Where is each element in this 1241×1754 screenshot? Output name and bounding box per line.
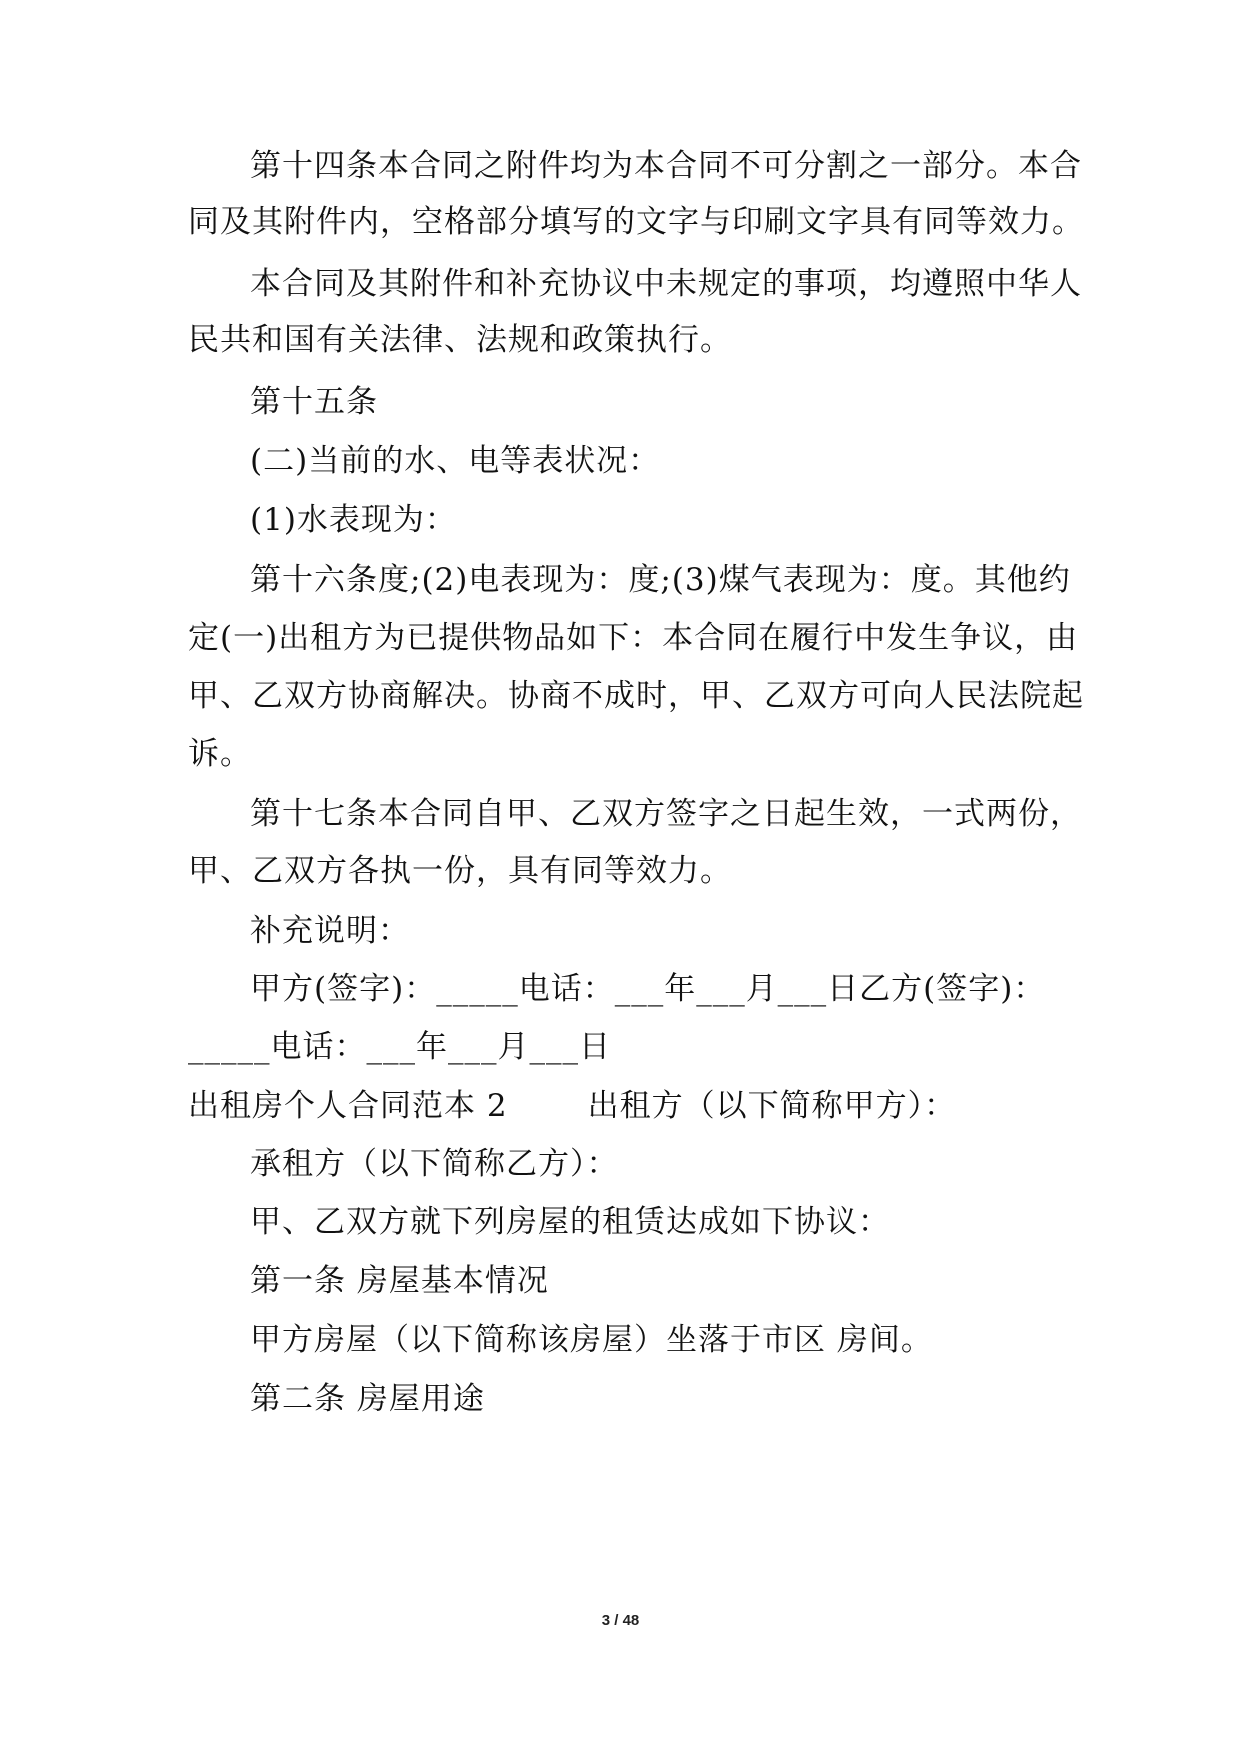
paragraph-line: 定(一)出租方为已提供物品如下：本合同在履行中发生争议，由	[188, 620, 1079, 656]
page-number: 3 / 48	[601, 1612, 640, 1629]
document-title: 出租房个人合同范本 2	[188, 1088, 508, 1124]
paragraph-line: 补充说明：	[250, 913, 410, 949]
paragraph-line: 第十七条本合同自甲、乙双方签字之日起生效，一式两份，	[250, 796, 1082, 832]
paragraph-line: 本合同及其附件和补充协议中未规定的事项，均遵照中华人	[250, 266, 1082, 302]
paragraph-line: 第十六条度;(2)电表现为：度;(3)煤气表现为：度。其他约	[250, 562, 1071, 598]
paragraph-line: 民共和国有关法律、法规和政策执行。	[188, 322, 732, 358]
paragraph-line: 同及其附件内，空格部分填写的文字与印刷文字具有同等效力。	[188, 204, 1084, 240]
document-title-line	[188, 1086, 956, 1126]
section-heading: 第二条 房屋用途	[250, 1381, 485, 1417]
paragraph-line: (1)水表现为：	[250, 502, 457, 538]
paragraph-line: 承租方（以下简称乙方）：	[250, 1146, 619, 1182]
paragraph-line: 诉。	[188, 736, 252, 772]
signature-line: 甲方(签字)：_____电话：___年___月___日乙方(签字)：	[250, 971, 1046, 1007]
section-heading: 第一条 房屋基本情况	[250, 1263, 549, 1299]
section-heading: 第十五条	[250, 384, 378, 420]
paragraph-line: 甲方房屋（以下简称该房屋）坐落于市区 房间。	[250, 1322, 933, 1358]
paragraph-line: 甲、乙双方就下列房屋的租赁达成如下协议：	[250, 1204, 890, 1240]
paragraph-line: 甲、乙双方协商解决。协商不成时，甲、乙双方可向人民法院起	[188, 678, 1084, 714]
signature-line: _____电话：___年___月___日	[188, 1029, 611, 1065]
paragraph-line: 第十四条本合同之附件均为本合同不可分割之一部分。本合	[250, 148, 1082, 184]
lessor-label: 出租方（以下简称甲方）：	[587, 1088, 957, 1124]
paragraph-line: (二)当前的水、电等表状况：	[250, 443, 661, 479]
paragraph-line: 甲、乙双方各执一份，具有同等效力。	[188, 853, 732, 889]
